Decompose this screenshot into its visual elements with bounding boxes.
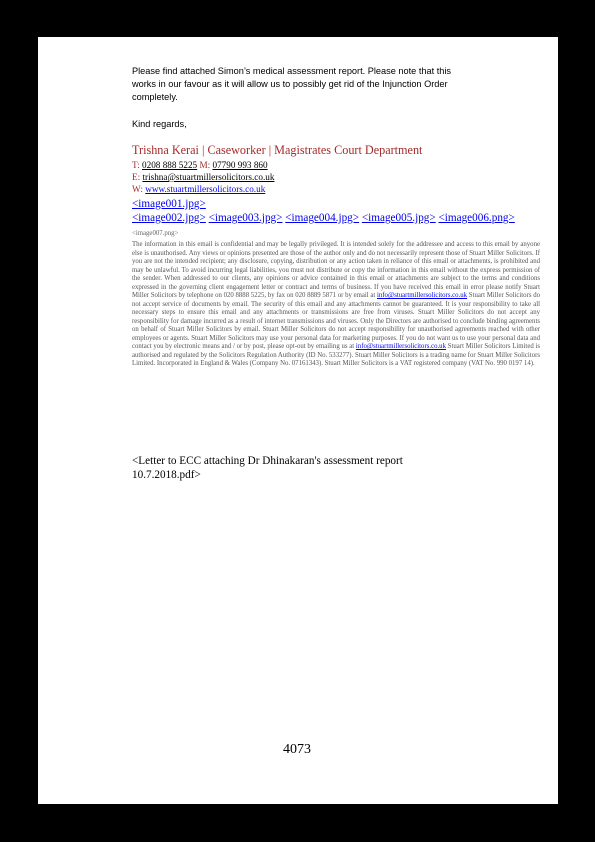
disclaimer-email-link-2[interactable]: info@stuartmillersolicitors.co.uk bbox=[355, 343, 446, 350]
web-line: W: www.stuartmillersolicitors.co.uk bbox=[132, 184, 266, 194]
image005-attachment[interactable]: <image005.jpg> bbox=[361, 212, 436, 224]
email-body: Please find attached Simon’s medical assessment report. Please note that this works in our favour as it will allow us to possibly get rid of the Injunction Order completely. bbox=[132, 66, 452, 103]
page-number: 4073 bbox=[283, 742, 311, 757]
website-link[interactable]: www.stuartmillersolicitors.co.uk bbox=[145, 184, 266, 194]
legal-disclaimer: The information in this email is confidential and may be legally privileged. It is intended solely for the addressee and access to this email by anyone else is unauthorised. Any views or opinions presented are those of the author only and do not necessarily represent those of Stuart Miller Solicitors. If you are not the intended recipient; any disclosure, copying, distribution or any action taken in reliance of this email or attachments, is prohibited and may be unlawful. To avoid incurring legal liabilities, you must not distribute or copy the information in this email without the express permission of the sender. When addressed to our clients, any opinions or advice contained in this email or attachments are subject to the terms and conditions expressed in the governing client engagement letter or contract and terms of business. If you have received this email in error please notify Stuart Miller Solicitors by telephone on 020 8888 5225, by fax on 020 8889 5871 or by email at info@stuartmillersolicitors.co.uk Stuart Miller Solicitors do not accept service of documents by email. The security of this email and any attachments cannot be guaranteed. It is your responsibility to take all necessary steps to ensure this email and any attachments or transmissions are free from viruses. Stuart Miller Solicitors do not accept any responsibility for damage incurred as a result of internet transmissions and viruses. Only the Directors are authorised to conclude binding agreements on behalf of Stuart Miller Solicitors by email. Stuart Miller Solicitors do not accept responsibility for unauthorised agreements reached with other employees or agents. Stuart Miller Solicitors may use your personal data for marketing purposes. If you do not want us to use your personal data and contact you by electronic means and / or by post, please opt-out by emailing us at info@stuartmillersolicitors.co.uk Stuart Miller Solicitors Limited is authorised and regulated by the Solicitors Regulation Authority (ID No. 533277). Stuart Miller Solicitors is a trading name for Stuart Miller Solicitors Limited. Incorporated in England & Wales (Company No. 07161343). Stuart Miller Solicitors is a VAT registered company (VAT No. 990 0197 14). bbox=[132, 241, 541, 367]
phone-line: T: 0208 888 5225 M: 07790 993 860 bbox=[132, 160, 268, 170]
signature-name: Trishna Kerai | Caseworker | Magistrates Court Department bbox=[132, 143, 423, 157]
pdf-attachment[interactable]: <Letter to ECC attaching Dr Dhinakaran's assessment report 10.7.2018.pdf> bbox=[132, 455, 403, 481]
disclaimer-email-link-1[interactable]: info@stuartmillersolicitors.co.uk bbox=[377, 292, 468, 299]
document-page bbox=[38, 37, 558, 804]
tel-number[interactable]: 0208 888 5225 bbox=[142, 160, 198, 170]
email-link[interactable]: trishna@stuartmillersolicitors.co.uk bbox=[142, 172, 275, 182]
image-line-2 bbox=[132, 212, 515, 224]
image003-attachment[interactable]: <image003.jpg> bbox=[208, 212, 283, 224]
image-line-1 bbox=[132, 198, 206, 210]
closing: Kind regards, bbox=[132, 119, 187, 129]
image001-attachment[interactable]: <image001.jpg> bbox=[132, 198, 206, 210]
image007-placeholder: <image007.png> bbox=[132, 230, 179, 237]
image002-attachment[interactable]: <image002.jpg> bbox=[132, 212, 206, 224]
mobile-number[interactable]: 07790 993 860 bbox=[212, 160, 268, 170]
email-line: E: trishna@stuartmillersolicitors.co.uk bbox=[132, 172, 275, 182]
image004-attachment[interactable]: <image004.jpg> bbox=[285, 212, 360, 224]
image006-attachment[interactable]: <image006.png> bbox=[438, 212, 515, 224]
